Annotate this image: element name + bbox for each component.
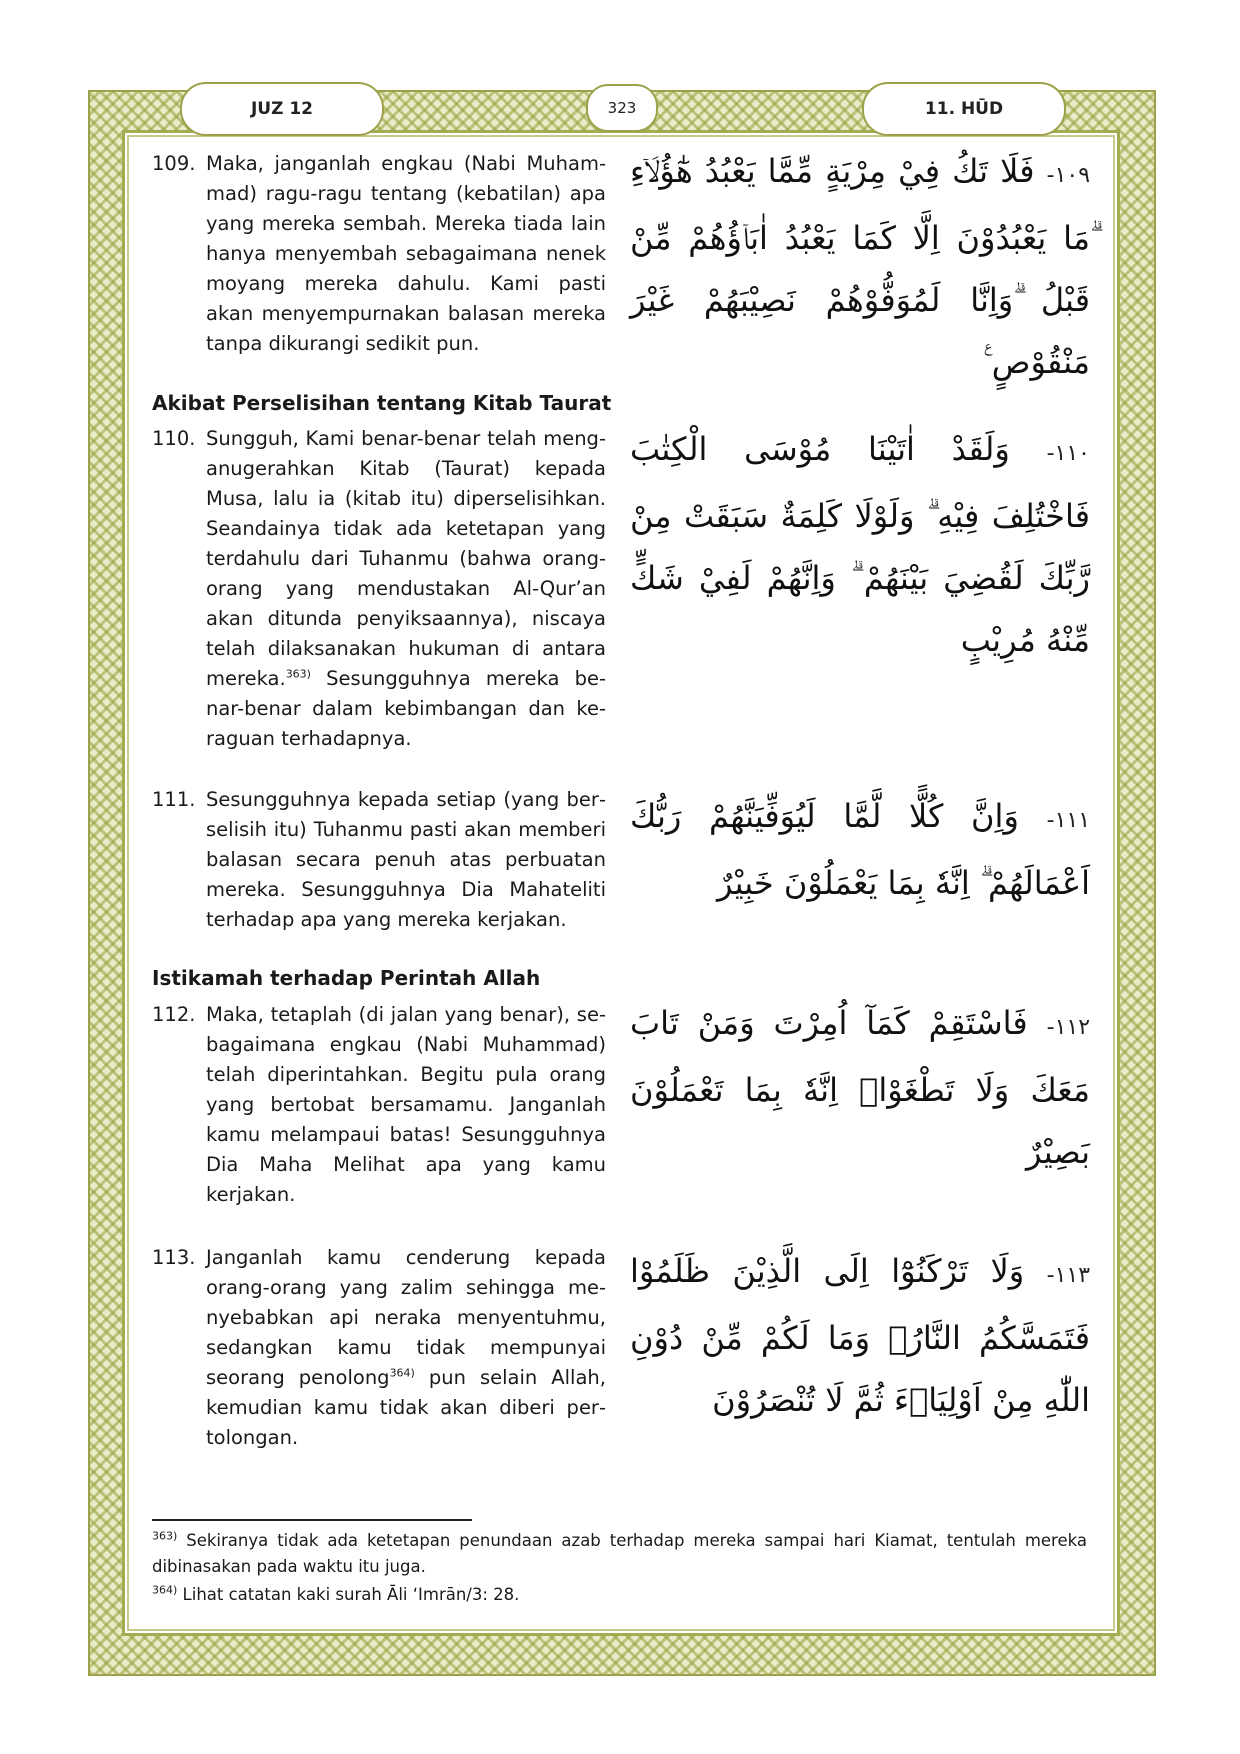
footnote-text: Sekiranya tidak ada ketetapan penundaan azab terhadap mereka sampai hari Kiamat, tentulah mereka dibinasakan pada waktu itu juga.: [152, 1531, 1087, 1576]
verse-112-translation: [152, 1000, 606, 1210]
translation-part: Sungguh, Kami benar-benar telah menganugerahkan Kitab (Taurat) kepada Musa, lalu ia (kitab itu) diperselisihkan. Seandainya tidak ada ketetapan yang terdahulu dari Tuhanmu (bahwa orang-orang yang mendustakan Al-Qur’an akan ditunda penyiksaannya), niscaya telah dilaksanakan hukuman di antara mereka.: [206, 427, 606, 690]
arabic-verse-number: ١١٢-: [1046, 1015, 1091, 1040]
verse-111-translation: [152, 785, 606, 935]
verse-112-arabic: [630, 992, 1090, 1183]
footnote-364: [152, 1582, 1087, 1608]
verse-109-arabic: [630, 140, 1090, 393]
arabic-text: فَاسْتَقِمْ كَمَآ اُمِرْتَ وَمَنْ تَابَ مَعَكَ وَلَا تَطْغَوْاۗ اِنَّهٗ بِمَا تَعْمَلُوْنَ بَصِيْرٌ: [630, 1004, 1090, 1171]
verse-110-arabic: [630, 418, 1090, 671]
arabic-verse-number: ١١٠-: [1046, 441, 1090, 466]
footnote-divider: [152, 1519, 472, 1521]
surah-label: 11. HŪD: [862, 82, 1066, 136]
translation-part: Sesungguhnya mereka benar-benar dalam kebimbangan dan keraguan terhadapnya.: [206, 667, 606, 750]
translation-text: [206, 424, 606, 754]
arabic-text: فَلَا تَكُ فِيْ مِرْيَةٍ مِّمَّا يَعْبُدُ هٰٓؤُلَاۤءِ ۗمَا يَعْبُدُوْنَ اِلَّا كَمَا يَعْبُدُ اٰبَاۤؤُهُمْ مِّنْ قَبْلُ ۗوَاِنَّا لَمُوَفُّوْهُمْ نَصِيْبَهُمْ غَيْرَ مَنْقُوْصٍ ࣖ: [630, 152, 1090, 381]
translation-text: Maka, tetaplah (di jalan yang benar), sebagaimana engkau (Nabi Muhammad) telah diperintahkan. Begitu pula orang yang bertobat bersamamu. Janganlah kamu melampaui batas! Sesungguhnya Dia Maha Melihat apa yang kamu kerjakan.: [206, 1003, 606, 1206]
section-heading: Akibat Perselisihan tentang Kitab Taurat: [152, 391, 612, 415]
verse-number: 112.: [152, 1003, 196, 1026]
verse-number: 113.: [152, 1246, 196, 1269]
translation-part: pun selain Allah, kemudian kamu tidak akan diberi pertolongan.: [206, 1366, 606, 1449]
page-number: 323: [586, 84, 658, 132]
verse-110-translation: [152, 424, 606, 754]
arabic-verse-number: ١٠٩-: [1046, 163, 1091, 188]
arabic-text: وَلَا تَرْكَنُوْٓا اِلَى الَّذِيْنَ ظَلَمُوْا فَتَمَسَّكُمُ النَّارُۙ وَمَا لَكُمْ مِّنْ دُوْنِ اللّٰهِ مِنْ اَوْلِيَاۤءَ ثُمَّ لَا تُنْصَرُوْنَ: [630, 1252, 1090, 1419]
footnote-mark: 363): [152, 1529, 178, 1543]
verse-number: 109.: [152, 152, 196, 175]
footnote-text: Lihat catatan kaki surah Āli ‘Imrān/3: 28.: [177, 1585, 520, 1604]
arabic-text: وَلَقَدْ اٰتَيْنَا مُوْسَى الْكِتٰبَ فَاخْتُلِفَ فِيْهِ ۗ وَلَوْلَا كَلِمَةٌ سَبَقَتْ مِنْ رَّبِّكَ لَقُضِيَ بَيْنَهُمْ ۗ وَاِنَّهُمْ لَفِيْ شَكٍّ مِّنْهُ مُرِيْبٍ: [630, 430, 1090, 659]
verse-109-translation: [152, 149, 606, 359]
verse-number: 111.: [152, 788, 196, 811]
section-heading: Istikamah terhadap Perintah Allah: [152, 966, 541, 990]
footnote-ref: 364): [389, 1366, 415, 1380]
arabic-verse-number: ١١٣-: [1046, 1263, 1091, 1288]
arabic-verse-number: ١١١-: [1046, 808, 1091, 833]
footnote-mark: 364): [152, 1583, 178, 1597]
translation-part: Janganlah kamu cenderung kepada orang-orang yang zalim sehingga menyebabkan api neraka menyentuhmu, sedangkan kamu tidak mempunyai seorang penolong: [206, 1246, 606, 1389]
verse-number: 110.: [152, 427, 196, 450]
translation-text: Sesungguhnya kepada setiap (yang berselisih itu) Tuhanmu pasti akan memberi balasan secara penuh atas perbuatan mereka. Sesungguhnya Dia Mahateliti terhadap apa yang mereka kerjakan.: [206, 788, 606, 931]
footnote-ref: 363): [285, 667, 311, 681]
juz-label: JUZ 12: [180, 82, 384, 136]
verse-111-arabic: [630, 785, 1090, 914]
translation-text: Maka, janganlah engkau (Nabi Muhammad) ragu-ragu tentang (kebatilan) apa yang mereka sembah. Mereka tiada lain hanya menyembah sebagaimana nenek moyang mereka dahulu. Kami pasti akan menyempurnakan balasan mereka tanpa dikurangi sedikit pun.: [206, 152, 606, 355]
verse-113-translation: [152, 1243, 606, 1453]
footnote-363: [152, 1528, 1087, 1580]
verse-113-arabic: [630, 1240, 1090, 1431]
translation-text: [206, 1243, 606, 1453]
arabic-text: وَاِنَّ كُلًّا لَّمَّا لَيُوَفِّيَنَّهُمْ رَبُّكَ اَعْمَالَهُمْ ۗ اِنَّهٗ بِمَا يَعْمَلُوْنَ خَبِيْرٌ: [630, 797, 1090, 902]
